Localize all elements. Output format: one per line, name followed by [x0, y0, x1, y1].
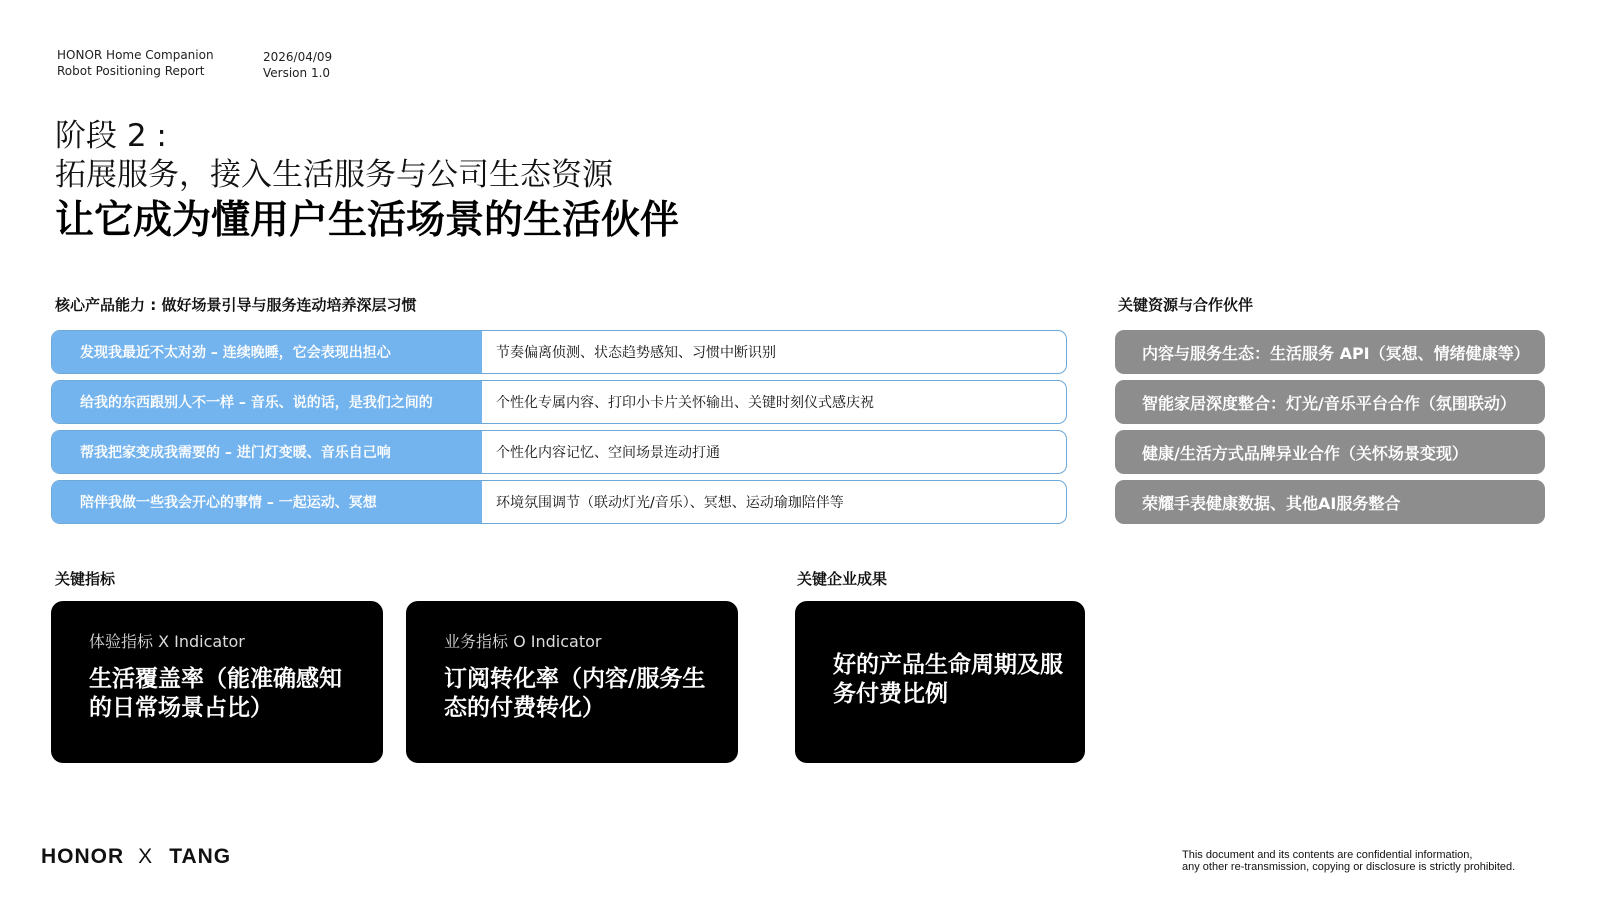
capability-need: 给我的东西跟别人不一样 – 音乐、说的话，是我们之间的: [52, 381, 482, 423]
disclaimer-line1: This document and its contents are confidential information,: [1182, 849, 1473, 861]
metric-card-experience: [51, 601, 383, 763]
capability-features: 个性化专属内容、打印小卡片关怀输出、关键时刻仪式感庆祝: [496, 395, 874, 411]
resource-item: 内容与服务生态：生活服务 API（冥想、情绪健康等）: [1115, 330, 1545, 374]
document-version: Version 1.0: [263, 66, 331, 80]
result-value: 好的产品生命周期及服务付费比例: [833, 652, 1063, 707]
resource-item: 荣耀手表健康数据、其他AI服务整合: [1115, 480, 1545, 524]
document-name-line1: HONOR Home Companion: [57, 48, 214, 62]
stage-label: 阶段 2 :: [55, 118, 167, 154]
document-meta: [263, 49, 332, 81]
footer-brand-logo: [41, 845, 231, 869]
confidential-disclaimer: [1182, 849, 1515, 873]
metric-value: 生活覆盖率（能准确感知的日常场景占比）: [89, 666, 342, 721]
results-heading: 关键企业成果: [797, 570, 888, 588]
metric-card-business: [406, 601, 738, 763]
capability-need: 发现我最近不太对劲 – 连续晚睡，它会表现出担心: [52, 331, 482, 373]
disclaimer-line2: any other re-transmission, copying or disclosure is strictly prohibited.: [1182, 861, 1516, 873]
page-subtitle: 拓展服务，接入生活服务与公司生态资源: [55, 157, 613, 193]
capability-features: 个性化内容记忆、空间场景连动打通: [496, 445, 720, 461]
capability-row: [51, 330, 1067, 374]
capability-need: 帮我把家变成我需要的 – 进门灯变暖、音乐自己响: [52, 431, 482, 473]
brand-tang: TANG: [169, 845, 232, 868]
brand-x: X: [138, 845, 154, 868]
resources-heading: 关键资源与合作伙伴: [1118, 296, 1254, 314]
metric-value: 订阅转化率（内容/服务生态的付费转化）: [444, 666, 706, 721]
document-name-line2: Robot Positioning Report: [57, 64, 205, 78]
capability-need: 陪伴我做一些我会开心的事情 – 一起运动、冥想: [52, 481, 482, 523]
brand-honor: HONOR: [41, 845, 125, 868]
metric-kicker: 业务指标 O Indicator: [444, 632, 602, 651]
metric-kicker: 体验指标 X Indicator: [89, 632, 245, 651]
capability-row: [51, 480, 1067, 524]
capability-row: [51, 430, 1067, 474]
capability-features: 节奏偏离侦测、状态趋势感知、习惯中断识别: [496, 345, 776, 361]
capability-features: 环境氛围调节（联动灯光/音乐）、冥想、运动瑜珈陪伴等: [496, 495, 844, 511]
resource-item: 智能家居深度整合：灯光/音乐平台合作（氛围联动）: [1115, 380, 1545, 424]
capabilities-heading: 核心产品能力 : 做好场景引导与服务连动培养深层习惯: [55, 296, 417, 314]
document-name: [57, 47, 214, 79]
page-title: 让它成为懂用户生活场景的生活伙伴: [55, 198, 680, 243]
capability-row: [51, 380, 1067, 424]
result-card: [795, 601, 1085, 763]
document-date: 2026/04/09: [263, 50, 333, 64]
metrics-heading: 关键指标: [55, 570, 116, 588]
resource-item: 健康/生活方式品牌异业合作（关怀场景变现）: [1115, 430, 1545, 474]
